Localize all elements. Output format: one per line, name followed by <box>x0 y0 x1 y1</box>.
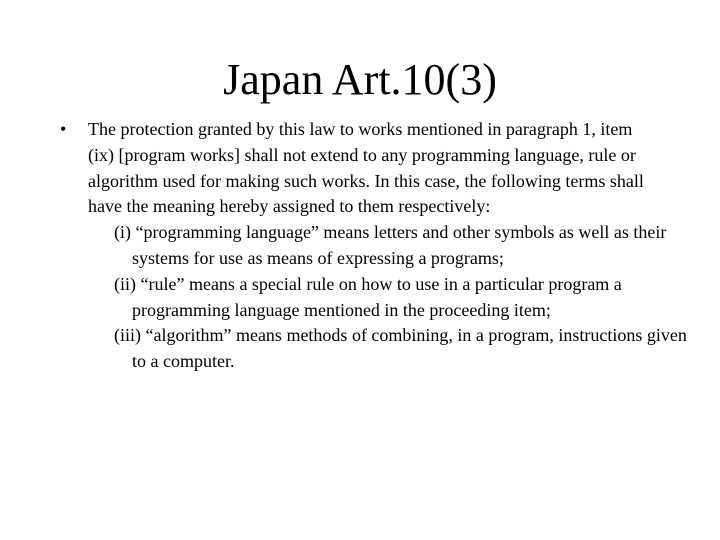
bullet-text: The protection granted by this law to works mentioned in paragraph 1, item (ix) [program works] shall not extend to any programming language, rule or algorithm used for making such works. In this case, the following terms shall have the meaning hereby assigned to them respectively: <box>88 119 644 217</box>
slide-title: Japan Art.10(3) <box>223 55 497 104</box>
definition-algorithm: (iii) “algorithm” means methods of combining, in a program, instructions given to a computer. <box>114 325 687 372</box>
definition-programming-language: (i) “programming language” means letters and other symbols as well as their systems for use as means of expressing a programs; <box>114 222 667 268</box>
bullet-item <box>60 117 690 220</box>
bullet-content <box>60 117 690 375</box>
definition-rule: (ii) “rule” means a special rule on how to use in a particular program a programming language mentioned in the proceeding item; <box>114 273 622 320</box>
bullet-symbol: • <box>60 119 67 139</box>
